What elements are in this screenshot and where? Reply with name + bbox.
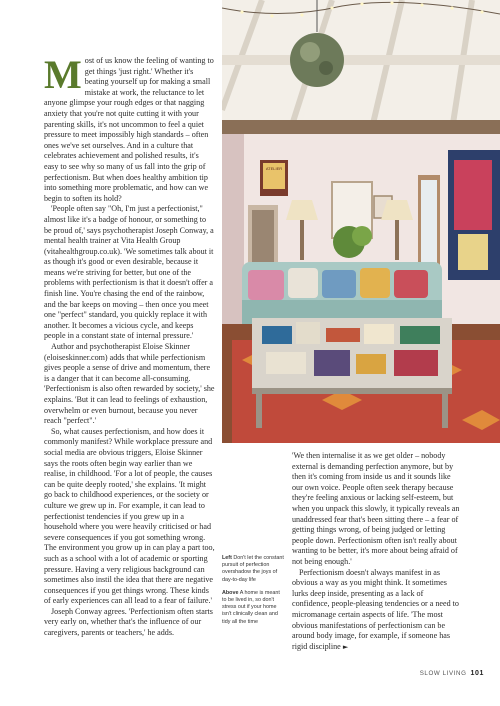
article-right-column [292, 451, 460, 652]
article-paragraph: So, what causes perfectionism, and how does it commonly manifest? While workplace pressure and social media are obvious triggers, Eloise Skinner says the roots often begin way earlier than we realise, in childhood. 'For a lot of people, the causes can be quite deeply rooted,' she explains. 'It might go back to childhood experiences, or the society or culture we grew up in. For example, it can lead to perfectionist tendencies if you grew up in a household where you were heavily criticised or had severe consequences if you got something wrong. The environment you grow up in can play a part too, such as a school with a lot of academic or sporting pressure. Having a very religious background can sometimes also instil the idea that there are negative consequences if you get things wrong. These kinds of early experiences can all lead to a fear of failure.' [44, 426, 215, 606]
section-name: SLOW LIVING [419, 670, 467, 677]
article-paragraph: 'We then internalise it as we get older – nobody external is demanding perfection anymore, but by then it's coming from inside us and it sounds like our own voice. People often seek therapy because they're feeling anxious or lacking self-esteem, but when you unpack this slowly, it typically reveals an unaddressed fear that's been sitting there – a fear of getting things wrong, of being judged or letting people down. Perfectionism often isn't really about wanting to be better, it's more about being afraid of not being enough.' [292, 451, 460, 566]
continue-arrow-icon: ► [342, 642, 349, 651]
drop-cap: M [44, 52, 82, 97]
article-left-column [44, 52, 215, 639]
living-room-photo [222, 0, 500, 443]
caption-left: Left Don't let the constant pursuit of perfection overshadow the joys of day-to-day life [222, 555, 284, 583]
article-paragraph: Author and psychotherapist Eloise Skinner (eloiseskinner.com) adds that while perfectionism gives people a sense of drive and momentum, there is a danger that it can become all-consuming. 'Perfectionism is also often rewarded by society,' she explains. 'But it can lead to feelings of exhaustion, overwhelm or even burnout, because you never reach "perfect".' [44, 342, 215, 426]
living-room-illustration [222, 0, 500, 443]
page-footer [412, 670, 484, 677]
poster-text: ATELIER [265, 166, 283, 171]
article-paragraph: 'People often say "Oh, I'm just a perfectionist," almost like it's a badge of honour, or something to be proud of,' says psychotherapist Joseph Conway, a mental health trainer at Vita Health Group (vitahealthgroup.co.uk). 'We sometimes talk about it as though it's good or even desirable, because it means we're striving for better, but one of the problems with perfectionism is that it doesn't offer a finish line. You're chasing the end of the rainbow, and the bar keeps on moving – then once you meet one "perfect" standard, you quickly replace it with another. It becomes a vicious cycle, and keeps people in a constant state of internal pressure.' [44, 204, 214, 341]
article-paragraph: Joseph Conway agrees. 'Perfectionism often starts very early on, whether that's the influence of our caregivers, parents or teachers,' he adds. [44, 606, 213, 638]
page-number: 101 [470, 670, 484, 677]
photo-captions [222, 555, 284, 626]
article-paragraph: Most of us know the feeling of wanting to get things 'just right.' Whether it's beating yourself up for making a small mistake at work, the reluctance to let anyone glimpse your rough edges or that nagging anxiety that you're not quite cutting it with your parenting skills, it's not uncommon to feel a quiet pressure to meet impossibly high standards – often ones we've set ourselves. And in a culture that celebrates achievement and polished results, it's easy to see why so many of us fall into the grip of perfectionism. But when does healthy ambition tip into something more problematic, and how can we begin to soften its hold? [44, 52, 214, 203]
article-paragraph: Perfectionism doesn't always manifest in as obvious a way as you might think. It sometimes lurks deep inside, presenting as a lack of confidence, people-pleasing tendencies or a need to micromanage certain aspects of life. 'The most obvious manifestations of perfectionism can be around body image, for example, if someone has rigid discipline ► [292, 567, 459, 651]
caption-above: Above A home is meant to be lived in, so don't stress out if your home isn't clinically clean and tidy all the time [222, 589, 280, 625]
